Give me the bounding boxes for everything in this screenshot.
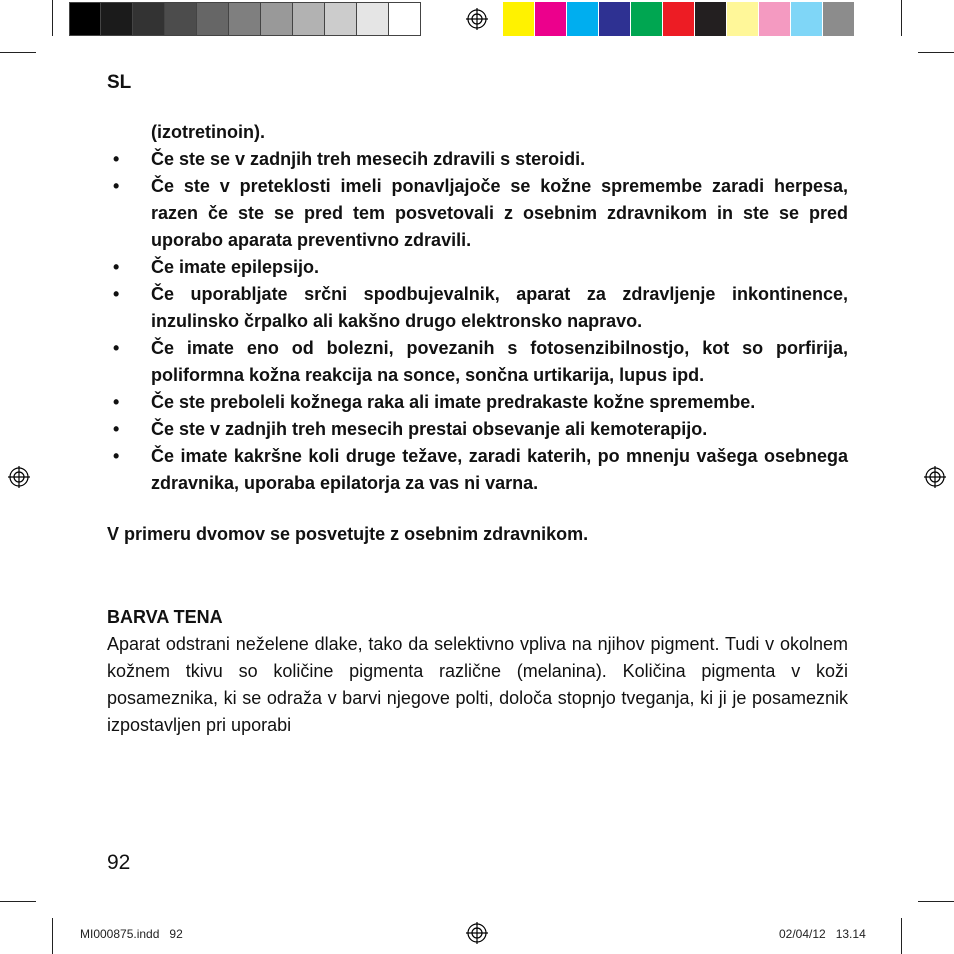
crop-mark [918, 901, 954, 902]
page-number: 92 [107, 851, 131, 874]
bullet-icon: • [113, 176, 120, 196]
color-swatch [69, 2, 101, 36]
bullet-icon: • [113, 149, 120, 169]
bullet-icon: • [113, 284, 120, 304]
crop-mark [52, 918, 53, 954]
color-swatch [101, 2, 133, 36]
color-swatch [535, 2, 567, 36]
registration-area-top [421, 2, 503, 36]
language-code: SL [107, 72, 132, 93]
crop-mark [0, 901, 36, 902]
registration-mark-icon [8, 466, 30, 488]
color-swatch [631, 2, 663, 36]
list-item [107, 335, 848, 389]
color-swatch [727, 2, 759, 36]
crop-mark [0, 52, 36, 53]
color-swatch [133, 2, 165, 36]
list-item-text: Če imate kakršne koli druge težave, zaradi katerih, po mnenju vašega osebnega zdravnika, uporaba epilatorja za vas ni varna. [151, 446, 848, 493]
list-item-text: Če imate eno od bolezni, povezanih s fotosenzibilnostjo, kot so porfirija, poliformna kožna reakcija na sonce, sončna urtikarija, lupus ipd. [151, 338, 848, 385]
color-swatch [229, 2, 261, 36]
list-item [107, 443, 848, 497]
list-item-text: Če uporabljate srčni spodbujevalnik, aparat za zdravljenje inkontinence, inzulinsko črpalko ali kakšno drugo elektronsko napravo. [151, 284, 848, 331]
list-item [107, 173, 848, 254]
color-swatch [599, 2, 631, 36]
color-swatch [791, 2, 823, 36]
crop-mark [52, 0, 53, 36]
section-paragraph: Aparat odstrani neželene dlake, tako da selektivno vpliva na njihov pigment. Tudi v okolnem kožnem tkivu so količine pigmenta različne (melanina). Količina pigmenta v koži posameznika, ki se odraža v barvi njegove polti, določa stopnjo tveganja, ki ji je posameznik izpostavljen pri uporabi [107, 634, 848, 735]
list-item-text: Če ste se v zadnjih treh mesecih zdravili s steroidi. [151, 149, 586, 169]
file-slug: MI000875.indd 92 [80, 927, 183, 941]
continuation-text: (izotretinoin). [151, 122, 265, 142]
list-item-text: Če ste v zadnjih treh mesecih prestai obsevanje ali kemoterapijo. [151, 419, 708, 439]
section-heading: BARVA TENA [107, 607, 223, 627]
color-swatch [357, 2, 389, 36]
color-swatch [389, 2, 421, 36]
color-swatch [695, 2, 727, 36]
color-swatch [823, 2, 855, 36]
page-content [107, 119, 848, 739]
list-item [107, 416, 848, 443]
bullet-icon: • [113, 392, 120, 412]
color-swatch [261, 2, 293, 36]
print-color-bar [69, 2, 855, 36]
registration-mark-icon [466, 8, 488, 30]
crop-mark [901, 918, 902, 954]
color-swatch [197, 2, 229, 36]
list-item [107, 146, 848, 173]
list-item [107, 389, 848, 416]
color-swatch [293, 2, 325, 36]
color-swatch [165, 2, 197, 36]
color-swatch [503, 2, 535, 36]
list-item-text: Če imate epilepsijo. [151, 257, 320, 277]
gray-swatch-strip [69, 2, 421, 36]
color-swatch-strip [503, 2, 855, 36]
color-swatch [567, 2, 599, 36]
color-swatch [663, 2, 695, 36]
list-item-text: Če ste preboleli kožnega raka ali imate predrakaste kožne spremembe. [151, 392, 756, 412]
advice-text: V primeru dvomov se posvetujte z osebnim zdravnikom. [107, 524, 589, 544]
bullet-icon: • [113, 257, 120, 277]
bullet-icon: • [113, 446, 120, 466]
color-swatch [759, 2, 791, 36]
color-swatch [325, 2, 357, 36]
crop-mark [918, 52, 954, 53]
crop-mark [901, 0, 902, 36]
bullet-icon: • [113, 338, 120, 358]
date-slug: 02/04/12 13.14 [779, 927, 866, 941]
contraindication-list [107, 146, 848, 497]
registration-mark-icon [924, 466, 946, 488]
registration-mark-icon [466, 922, 488, 944]
list-item [107, 281, 848, 335]
bullet-icon: • [113, 419, 120, 439]
list-item [107, 254, 848, 281]
list-item-text: Če ste v preteklosti imeli ponavljajoče se kožne spremembe zaradi herpesa, razen če ste se pred tem posvetovali z osebnim zdravnikom in ste se pred uporabo aparata preventivno zdravili. [151, 176, 848, 250]
